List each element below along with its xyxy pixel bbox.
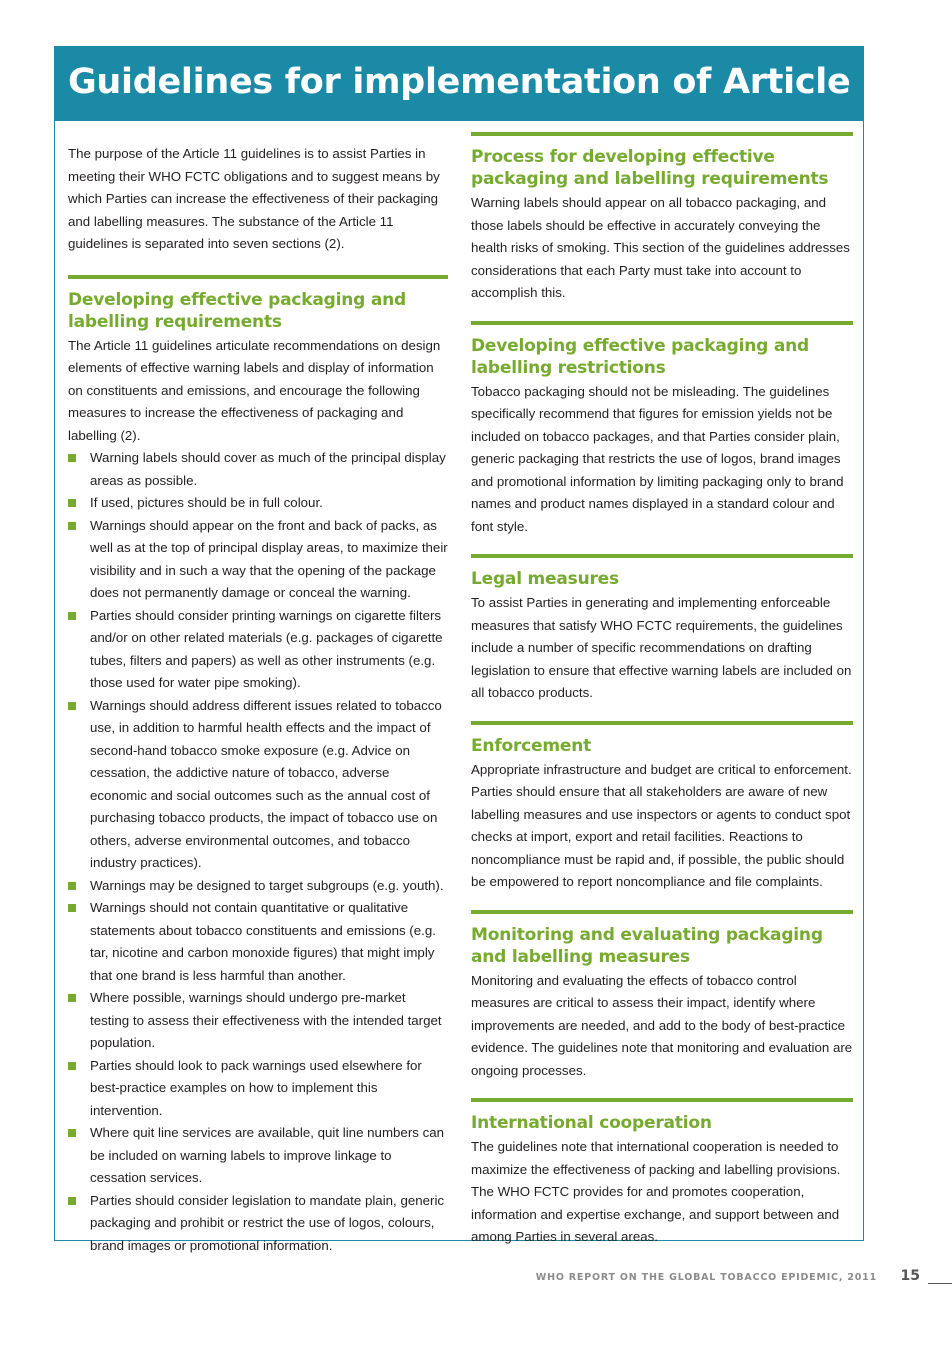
square-bullet-icon	[68, 904, 76, 912]
right-column	[471, 132, 853, 1265]
section-legal-measures	[471, 554, 853, 705]
article-frame	[54, 46, 911, 1253]
report-title: WHO REPORT ON THE GLOBAL TOBACCO EPIDEMIC, 2011	[535, 1272, 877, 1283]
section-rule	[471, 910, 853, 914]
section-international-cooperation	[471, 1098, 853, 1249]
bullet-item: Parties should consider legislation to mandate plain, generic packaging and prohibit or restrict the use of logos, colours, brand images or promotional information.	[68, 1190, 448, 1258]
left-column	[68, 143, 448, 1273]
bullet-item: If used, pictures should be in full colour.	[68, 492, 448, 515]
section-body: Tobacco packaging should not be misleading. The guidelines specifically recommend that figures for emission yields not be included on tobacco packages, and that Parties consider plain, generic packaging that restricts the use of logos, brand images and promotional information by limiting packaging only to brand names and product names displayed in a standard colour and font style.	[471, 383, 844, 534]
page-title: Guidelines for implementation of Article 11	[68, 62, 911, 102]
section-body: The Article 11 guidelines articulate recommendations on design elements of effective warning labels and display of information on constituents and emissions, and encourage the following measures to increase the effectiveness of packaging and labelling (2).	[68, 337, 441, 443]
section-rule	[471, 321, 853, 325]
section-body: Monitoring and evaluating the effects of tobacco control measures are critical to assess their impact, identify where improvements are needed, and add to the body of best-practice evidence. The guidelines note that monitoring and evaluation are ongoing processes.	[471, 972, 853, 1078]
square-bullet-icon	[68, 882, 76, 890]
section-body: Warning labels should appear on all tobacco packaging, and those labels should be effective in accurately conveying the health risks of smoking. This section of the guidelines addresses considerations that each Party must take into account to accomplish this.	[471, 195, 850, 300]
square-bullet-icon	[68, 702, 76, 710]
section-enforcement	[471, 721, 853, 894]
section-body: The guidelines note that international cooperation is needed to maximize the effectiveness of packing and labelling provisions. The WHO FCTC provides for and promotes cooperation, information and expertise exchange, and support between and among Parties in several areas.	[471, 1139, 841, 1244]
bullet-item: Warning labels should cover as much of the principal display areas as possible.	[68, 447, 448, 492]
section-requirements	[68, 275, 448, 1258]
section-heading: Developing effective packaging and labelling requirements	[68, 289, 406, 332]
bullet-item: Warnings may be designed to target subgroups (e.g. youth).	[68, 875, 448, 898]
section-heading: Developing effective packaging and labelling restrictions	[471, 335, 809, 378]
bullet-list	[68, 447, 448, 1257]
square-bullet-icon	[68, 994, 76, 1002]
intro-paragraph: The purpose of the Article 11 guidelines is to assist Parties in meeting their WHO FCTC obligations and to suggest means by which Parties can increase the effectiveness of their packaging and labelling measures. The substance of the Article 11 guidelines is separated into seven sections (2).	[68, 146, 440, 251]
square-bullet-icon	[68, 1062, 76, 1070]
section-rule	[471, 721, 853, 725]
section-restrictions	[471, 321, 853, 539]
section-monitoring	[471, 910, 853, 1083]
section-rule	[471, 554, 853, 558]
title-bar	[55, 47, 911, 121]
bullet-item: Warnings should appear on the front and back of packs, as well as at the top of principal display areas, to maximize their visibility and in such a way that the opening of the package does not permanently damage or conceal the warning.	[68, 515, 448, 605]
bullet-item: Parties should look to pack warnings used elsewhere for best-practice examples on how to implement this intervention.	[68, 1055, 448, 1123]
section-heading: Process for developing effective packaging and labelling requirements	[471, 147, 829, 189]
bullet-item: Warnings should address different issues related to tobacco use, in addition to harmful health effects and the impact of second-hand tobacco smoke exposure (e.g. Advice on cessation, the addictive nature of tobacco, adverse economic and social outcomes such as the annual cost of purchasing tobacco products, the impact of tobacco use on others, adverse environmental outcomes, and tobacco industry practices).	[68, 695, 448, 875]
section-heading: Legal measures	[471, 569, 619, 589]
bullet-item: Where quit line services are available, quit line numbers can be included on warning labels to improve linkage to cessation services.	[68, 1122, 448, 1190]
square-bullet-icon	[68, 1129, 76, 1137]
page-number: 15	[900, 1268, 920, 1284]
square-bullet-icon	[68, 612, 76, 620]
section-rule	[471, 1098, 853, 1102]
section-rule	[68, 275, 448, 279]
square-bullet-icon	[68, 1197, 76, 1205]
square-bullet-icon	[68, 499, 76, 507]
page-footer	[0, 1268, 952, 1288]
bullet-item: Warnings should not contain quantitative or qualitative statements about tobacco constituents and emissions (e.g. tar, nicotine and carbon monoxide figures) that might imply that one brand is less harmful than another.	[68, 897, 448, 987]
square-bullet-icon	[68, 522, 76, 530]
section-process	[471, 132, 853, 305]
section-heading: Monitoring and evaluating packaging and labelling measures	[471, 924, 823, 967]
bullet-item: Parties should consider printing warnings on cigarette filters and/or on other related materials (e.g. packages of cigarette tubes, filters and papers) as well as other instruments (e.g. those used for water pipe smoking).	[68, 605, 448, 695]
section-rule	[471, 132, 853, 136]
square-bullet-icon	[68, 454, 76, 462]
section-heading: International cooperation	[471, 1113, 712, 1133]
section-body: To assist Parties in generating and implementing enforceable measures that satisfy WHO FCTC requirements, the guidelines include a number of specific recommendations on drafting legislation to ensure that effective warning labels are included on all tobacco products.	[471, 595, 852, 700]
section-heading: Enforcement	[471, 735, 592, 756]
footer-line	[928, 1283, 952, 1284]
bullet-item: Where possible, warnings should undergo pre-market testing to assess their effectiveness with the intended target population.	[68, 987, 448, 1055]
section-body: Appropriate infrastructure and budget are critical to enforcement. Parties should ensure that all stakeholders are aware of new labelling measures and use inspectors or agents to conduct spot checks at import, export and retail facilities. Reactions to noncompliance must be rapid and, if possible, the public should be empowered to report noncompliance and file complaints.	[471, 761, 852, 889]
